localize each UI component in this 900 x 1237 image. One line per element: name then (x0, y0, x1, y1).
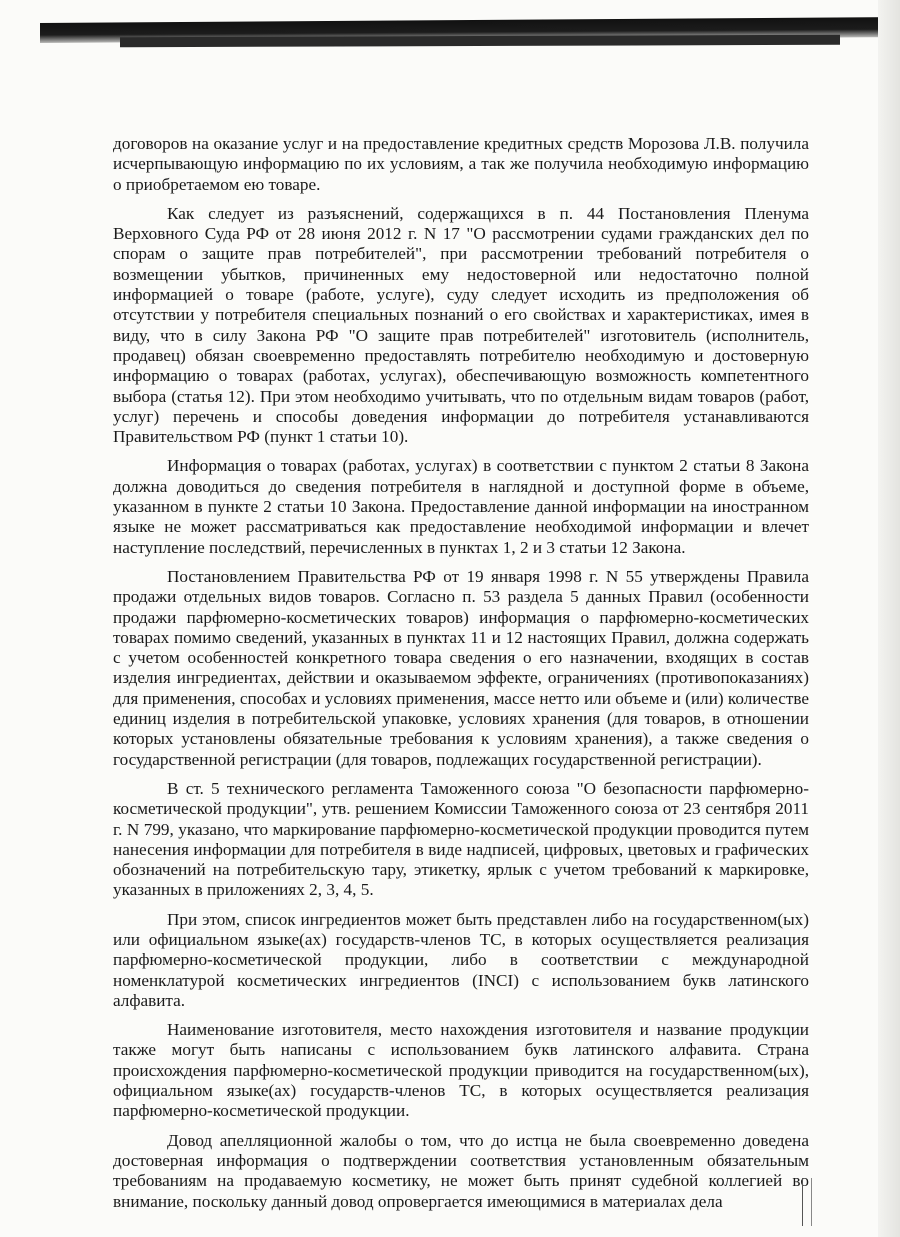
binding-mark (802, 1178, 812, 1226)
paragraph-2: Как следует из разъяснений, содержащихся в п. 44 Постановления Пленума Верховного Суда РФ от 28 июня 2012 г. N 17 "О рассмотрении судами гражданских дел по спорам о защите прав потребителей", при рассмотрении требований потребителя о возмещении убытков, причиненных ему недостоверной или недостаточно полной информацией о товаре (работе, услуге), суду следует исходить из предположения об отсутствии у потребителя специальных познаний о его свойствах и характеристиках, имея в виду, что в силу Закона РФ "О защите прав потребителей" изготовитель (исполнитель, продавец) обязан своевременно предоставлять потребителю необходимую и достоверную информацию о товарах (работах, услугах), обеспечивающую возможность компетентного выбора (статья 12). При этом необходимо учитывать, что по отдельным видам товаров (работ, услуг) перечень и способы доведения информации до потребителя устанавливаются Правительством РФ (пункт 1 статьи 10). (113, 203, 809, 447)
page-edge (878, 0, 900, 1237)
paragraph-6: При этом, список ингредиентов может быть представлен либо на государственном(ых) или официальном языке(ах) государств-членов ТС, в которых осуществляется реализация парфюмерно-косметической продукции, либо в соответствии с международной номенклатурой косметических ингредиентов (INCI) с использованием букв латинского алфавита. (113, 909, 809, 1010)
paragraph-1: договоров на оказание услуг и на предоставление кредитных средств Морозова Л.В. получила исчерпывающую информацию по их условиям, а так же получила необходимую информацию о приобретаемом ею товаре. (113, 134, 809, 194)
paragraph-7: Наименование изготовителя, место нахождения изготовителя и название продукции также могут быть написаны с использованием букв латинского алфавита. Страна происхождения парфюмерно-косметической продукции приводится на государственном(ых), официальном языке(ах) государств-членов ТС, в которых осуществляется реализация парфюмерно-косметической продукции. (113, 1020, 809, 1121)
paragraph-4: Постановлением Правительства РФ от 19 января 1998 г. N 55 утверждены Правила продажи отдельных видов товаров. Согласно п. 53 раздела 5 данных Правил (особенности продажи парфюмерно-косметических товаров) информация о парфюмерно-косметических товарах помимо сведений, указанных в пунктах 11 и 12 настоящих Правил, должна содержать с учетом особенностей конкретного товара сведения о его назначении, входящих в состав изделия ингредиентах, действии и оказываемом эффекте, ограничениях (противопоказаниях) для применения, способах и условиях применения, массе нетто или объеме и (или) количестве единиц изделия в потребительской упаковке, условиях хранения (для товаров, в отношении которых установлены обязательные требования к условиям хранения), а также сведения о государственной регистрации (для товаров, подлежащих государственной регистрации). (113, 566, 809, 769)
document-body (113, 134, 809, 1212)
paragraph-5: В ст. 5 технического регламента Таможенного союза "О безопасности парфюмерно-косметической продукции", утв. решением Комиссии Таможенного союза от 23 сентября 2011 г. N 799, указано, что маркирование парфюмерно-косметической продукции проводится путем нанесения информации для потребителя в виде надписей, цифровых, цветовых и графических обозначений на потребительскую тару, этикетку, ярлык с учетом требований к маркировке, указанных в приложениях 2, 3, 4, 5. (113, 778, 809, 900)
paragraph-8: Довод апелляционной жалобы о том, что до истца не была своевременно доведена достоверная информация о подтверждении соответствия установленным обязательным требованиям на продаваемую косметику, не может быть принят судебной коллегией во внимание, поскольку данный довод опровергается имеющимися в материалах дела (113, 1130, 809, 1211)
scan-shadow-bar-secondary (120, 35, 840, 48)
paragraph-3: Информация о товарах (работах, услугах) в соответствии с пунктом 2 статьи 8 Закона должна доводиться до сведения потребителя в наглядной и доступной форме в объеме, указанном в пункте 2 статьи 10 Закона. Предоставление данной информации на иностранном языке не может рассматриваться как предоставление необходимой информации и влечет наступление последствий, перечисленных в пунктах 1, 2 и 3 статьи 12 Закона. (113, 456, 809, 557)
